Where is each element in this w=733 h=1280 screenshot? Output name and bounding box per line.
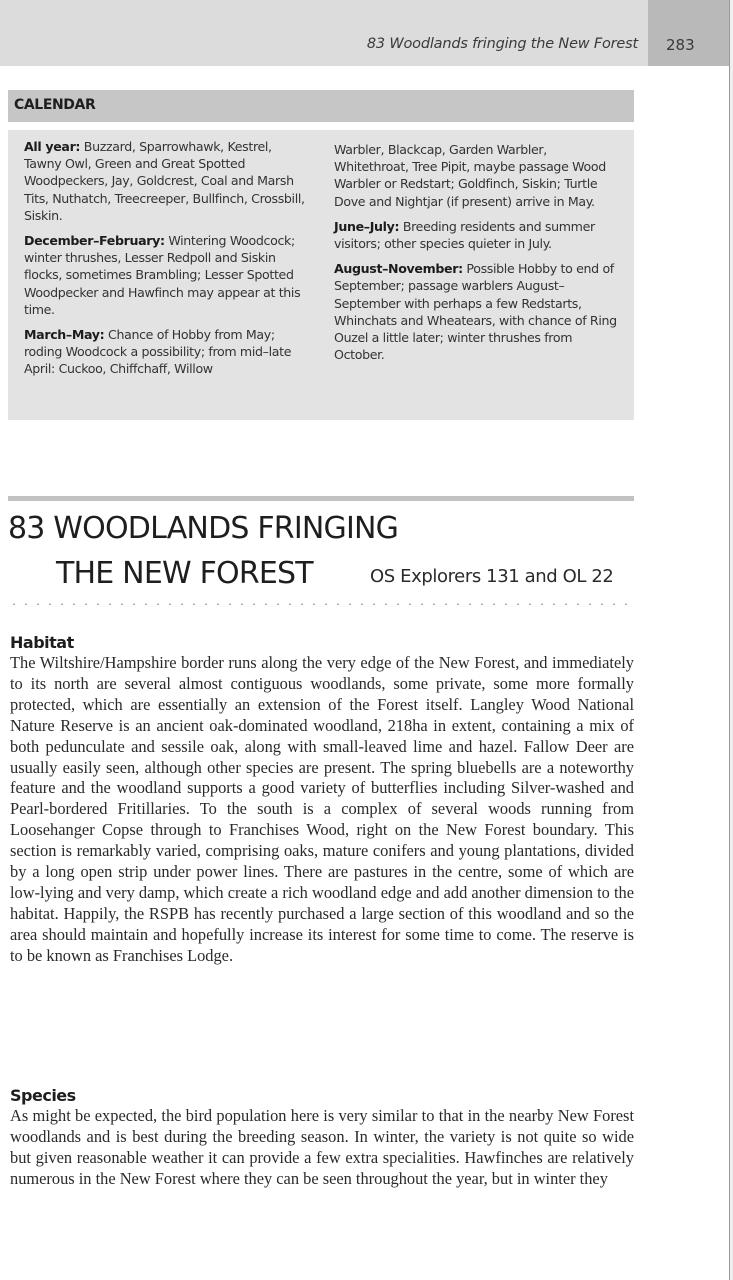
calendar-heading-bar [8,90,634,122]
calendar-entry-text: Wintering Woodcock; winter thrushes, Lesser Redpoll and Siskin flocks, sometimes Brambling; Lesser Spotted Woodpecker and Hawfinch may appear at this time. [24,233,301,317]
calendar-entry-text: Warbler, Blackcap, Garden Warbler, Whitethroat, Tree Pipit, maybe passage Wood Warbler or Redstart; Goldfinch, Siskin; Turtle Dove and Nightjar (if present) arrive in May. [334,142,606,209]
calendar-right-column [334,141,620,371]
dotted-rule [8,603,634,605]
running-head: 83 Woodlands fringing the New Forest [366,36,638,52]
calendar-entry [24,326,310,378]
calendar-entry [24,232,310,318]
habitat-text: The Wiltshire/Hampshire border runs along the very edge of the New Forest, and immediately to its north are several almost contiguous woodlands, some private, some more formally protected, which are essentially an extension of the Forest itself. Langley Wood National Nature Reserve is an ancient oak-dominated woodland, 218ha in extent, containing a mix of both pedunculate and sessile oak, along with small-leaved lime and hazel. Fallow Deer are usually easily seen, although other species are present. The spring bluebells are a noteworthy feature and the woodland supports a good variety of butterflies including Silver-washed and Pearl-bordered Fritillaries. To the south is a complex of several woods running from Loosehanger Copse through to Franchises Wood, right on the New Forest boundary. This section is remarkably varied, comprising oaks, mature conifers and young plantations, divided by a long open strip under power lines. There are pastures in the centre, some of which are low-lying and very damp, which create a rich woodland edge and add another dimension to the habitat. Happily, the RSPB has recently purchased a large section of this woodland and so the area should maintain and hopefully increase its interest for some time to come. The reserve is to be known as Franchises Lodge. [10,653,634,965]
site-title-line-2: THE NEW FOREST [56,556,313,591]
calendar-entry-label: March–May: [24,327,105,343]
page-edge [729,0,733,1280]
calendar-entry [334,260,620,363]
os-map-reference: OS Explorers 131 and OL 22 [370,566,614,587]
running-head-band [0,0,648,66]
calendar-entry-label: All year: [24,139,81,154]
calendar-heading: CALENDAR [14,97,96,113]
folio-box [648,0,730,66]
habitat-heading: Habitat [10,633,74,652]
calendar-entry-label: December–February: [24,233,165,249]
calendar-entry-text: Chance of Hobby from May; roding Woodcock a possibility; from mid–late April: Cuckoo, Chiffchaff, Willow [24,327,292,377]
calendar-entry [24,138,310,224]
calendar-entry-text: Possible Hobby to end of September; passage warblers August–September with perhaps a few Redstarts, Whinchats and Wheatears, with chance of Ring Ouzel a little later; winter thrushes from October. [334,261,617,363]
calendar-entry-text: Breeding residents and summer visitors; other species quieter in July. [334,218,595,252]
calendar-entry [334,218,620,252]
calendar-entry-label: June–July: [334,218,400,234]
calendar-entry-text: Buzzard, Sparrowhawk, Kestrel, Tawny Owl, Green and Great Spotted Woodpeckers, Jay, Goldcrest, Coal and Marsh Tits, Nuthatch, Treecreeper, Bullfinch, Crossbill, Siskin. [24,139,305,223]
site-title-line-1: 83 WOODLANDS FRINGING [8,511,399,546]
calendar-entry [334,141,620,210]
species-text: As might be expected, the bird population here is very similar to that in the nearby New Forest woodlands and is best during the breeding season. In winter, the variety is not quite so wide but given reasonable weather it can provide a few extra specialities. Hawfinches are relatively numerous in the New Forest where they can be seen throughout the year, but in winter they [10,1106,634,1188]
species-heading: Species [10,1086,76,1105]
calendar-left-column [24,138,310,386]
calendar-entry-label: August–November: [334,261,463,277]
page-number: 283 [666,36,695,54]
section-top-rule [8,496,634,501]
